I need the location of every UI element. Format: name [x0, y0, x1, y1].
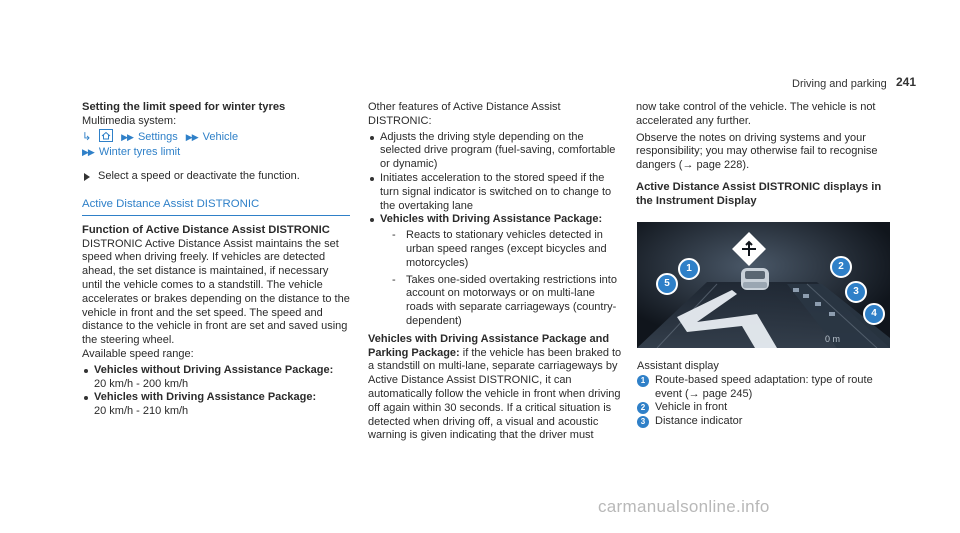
callout-3: 3: [845, 281, 867, 303]
legend-text: Vehicle in front: [655, 401, 728, 414]
column-right: [636, 101, 898, 209]
legend-title: Assistant display: [637, 360, 719, 372]
chevron-double-icon: ▶▶: [82, 147, 94, 158]
path-winter-tyres: Winter tyres limit: [98, 146, 181, 159]
features-list: [368, 131, 624, 329]
list-item: [368, 213, 624, 328]
legend-item: [637, 401, 899, 415]
list-item: [82, 364, 350, 392]
legend-text: Route-based speed adaptation: type of route event (→ page 245): [655, 373, 873, 400]
speed-range-value: 20 km/h - 200 km/h: [94, 377, 189, 390]
parking-paragraph: [368, 333, 624, 443]
legend-number: 3: [637, 416, 649, 428]
speed-range-label: Vehicles with Driving Assistance Package:: [94, 391, 317, 404]
menu-path-line-2: [82, 146, 350, 160]
instrument-display-figure: [637, 222, 890, 348]
action-step: [82, 170, 350, 184]
chevron-double-icon: ▶▶: [121, 131, 133, 142]
callout-4: 4: [863, 303, 885, 325]
watermark: carmanualsonline.info: [598, 497, 770, 516]
menu-path-line-1: [82, 129, 350, 147]
observe-notes-paragraph: Observe the notes on driving systems and your responsibility; you may otherwise fail to recognise dangers (→ page 228).: [636, 131, 878, 172]
enter-arrow-icon: ↳: [82, 130, 92, 143]
list-item: Initiates acceleration to the stored speed if the turn signal indicator is switched on to change to the overtaking lane: [368, 172, 624, 213]
parking-body: if the vehicle has been braked to a standstill on multi-lane, separate carriageways by Active Distance Assist DISTRONIC, it can automatically follow the vehicle in front when driving off again within 30 seconds. If a critical situation is detected when driving off, a visual and acoustic warning is given indicating that the driver must: [368, 346, 622, 442]
step-arrow-icon: [84, 173, 90, 181]
package-sublist: [390, 229, 624, 329]
list-item: Adjusts the driving style depending on the selected drive program (fuel-saving, comfortable or dynamic): [368, 131, 624, 172]
legend-number: 1: [637, 375, 649, 387]
page-number: 241: [896, 75, 917, 89]
takeover-paragraph: now take control of the vehicle. The vehicle is not accelerated any further.: [636, 101, 876, 127]
parking-label: Vehicles with Driving Assistance Package and Parking Package:: [368, 332, 610, 359]
legend-text: Distance indicator: [655, 415, 743, 428]
function-heading: Function of Active Distance Assist DISTRONIC: [82, 223, 330, 236]
callout-1: 1: [678, 258, 700, 280]
legend-item: [637, 374, 899, 402]
speed-range-label: Vehicles without Driving Assistance Package:: [94, 363, 334, 376]
package-label: Vehicles with Driving Assistance Package:: [380, 213, 603, 226]
home-icon: [99, 129, 113, 147]
function-body: DISTRONIC Active Distance Assist maintains the set speed when driving freely. If vehicles are detected ahead, the set distance is maintained, if necessary until the vehicle comes to a standstill. The vehicle accelerates or brakes depending on the distance to the vehicle in front and the set speed. The speed and distance to the vehicle in front are set and saved using the steering wheel.: [82, 237, 350, 347]
list-item: [82, 391, 350, 419]
legend-item: [637, 415, 899, 429]
column-middle: [368, 101, 624, 443]
list-item: - Reacts to stationary vehicles detected in urban speed ranges (except bicycles and motorcycles): [390, 229, 624, 270]
path-settings: Settings: [137, 130, 178, 143]
step-text: Select a speed or deactivate the function.: [98, 170, 300, 183]
speed-range-list: [82, 364, 350, 419]
column-left: [82, 101, 350, 419]
path-vehicle: Vehicle: [202, 130, 239, 143]
displays-heading: Active Distance Assist DISTRONIC displays in the Instrument Display: [636, 180, 882, 207]
speed-range-intro: Available speed range:: [82, 347, 194, 360]
multimedia-intro: Multimedia system:: [82, 114, 177, 127]
section-title: Active Distance Assist DISTRONIC: [82, 198, 350, 216]
chevron-double-icon: ▶▶: [185, 131, 198, 142]
figure-legend: [637, 360, 899, 429]
callout-5: 5: [656, 273, 678, 295]
callout-2: 2: [830, 256, 852, 278]
features-intro: Other features of Active Distance Assist DISTRONIC:: [368, 101, 561, 127]
winter-tyres-heading: Setting the limit speed for winter tyres: [82, 101, 286, 113]
legend-number: 2: [637, 402, 649, 414]
running-header: Driving and parking: [792, 78, 887, 90]
list-item: - Takes one-sided overtaking restrictions into account on motorways or on multi-lane roads with separate carriageways (country-dependent): [390, 274, 624, 329]
speed-range-value: 20 km/h - 210 km/h: [94, 405, 189, 418]
distance-label: 0 m: [825, 334, 841, 344]
